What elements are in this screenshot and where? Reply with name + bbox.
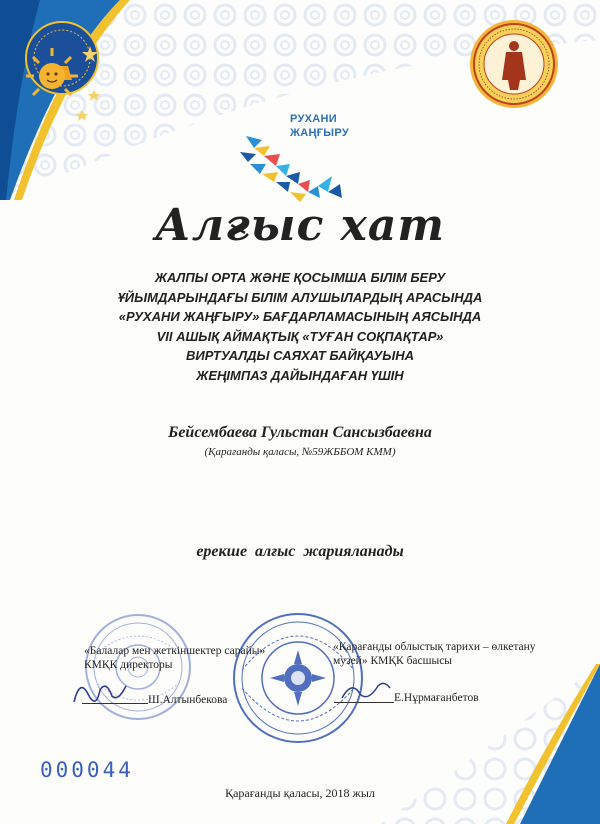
sun-emblem-icon (12, 18, 112, 126)
issue-place-year: Қарағанды қаласы, 2018 жыл (225, 786, 375, 800)
left-signature-scribble (70, 672, 130, 712)
award-reason-line: ВИРТУАЛДЫ САЯХАТ БАЙҚАУЫНА (186, 348, 414, 363)
brand-wordmark (290, 112, 349, 140)
left-signature-line (82, 703, 148, 704)
recipient-organization: (Қарағанды қаласы, №59ЖББОМ КММ) (204, 446, 396, 458)
right-signatory-title (333, 640, 536, 668)
left-signatory-title-line: «Балалар мен жеткіншектер сарайы» (84, 645, 266, 657)
left-signatory-name: Ш.Алтынбекова (148, 694, 228, 706)
right-signatory-title-line: «Қарағанды облыстық тарихи – өлкетану (333, 641, 536, 653)
brand-line-2: ЖАҢҒЫРУ (290, 127, 349, 139)
museum-figure-emblem-icon (468, 18, 560, 110)
award-reason (90, 268, 510, 385)
serial-number: 000044 (40, 758, 134, 782)
left-signatory-title (84, 644, 265, 672)
award-reason-line: ҰЙЫМДАРЫНДАҒЫ БІЛІМ АЛУШЫЛАРДЫҢ АРАСЫНДА (117, 289, 483, 305)
right-signatory-title-line: музей» КМҚК басшысы (333, 655, 453, 667)
recipient-name: Бейсембаева Гульстан Сансызбаевна (168, 424, 432, 441)
award-reason-line: VII АШЫҚ АЙМАҚТЫҚ «ТУҒАН СОҚПАҚТАР» (156, 328, 444, 344)
award-reason-line: ЖАЛПЫ ОРТА ЖӘНЕ ҚОСЫМША БІЛІМ БЕРУ (154, 270, 446, 285)
left-signatory-title-line: КМҚК директоры (84, 659, 173, 671)
gratitude-statement: ерекше алғыс жарияланады (196, 543, 404, 560)
right-signatory-name: Е.Нұрмағанбетов (394, 692, 479, 704)
award-reason-line: ЖЕҢІМПАЗ ДАЙЫНДАҒАН ҮШІН (196, 367, 404, 383)
award-reason-line: «РУХАНИ ЖАҢҒЫРУ» БАҒДАРЛАМАСЫНЫҢ АЯСЫНДА (118, 309, 482, 324)
brand-line-1: РУХАНИ (290, 113, 337, 125)
certificate-title: Алғыс хат (155, 200, 445, 251)
right-signature-line (334, 702, 394, 703)
